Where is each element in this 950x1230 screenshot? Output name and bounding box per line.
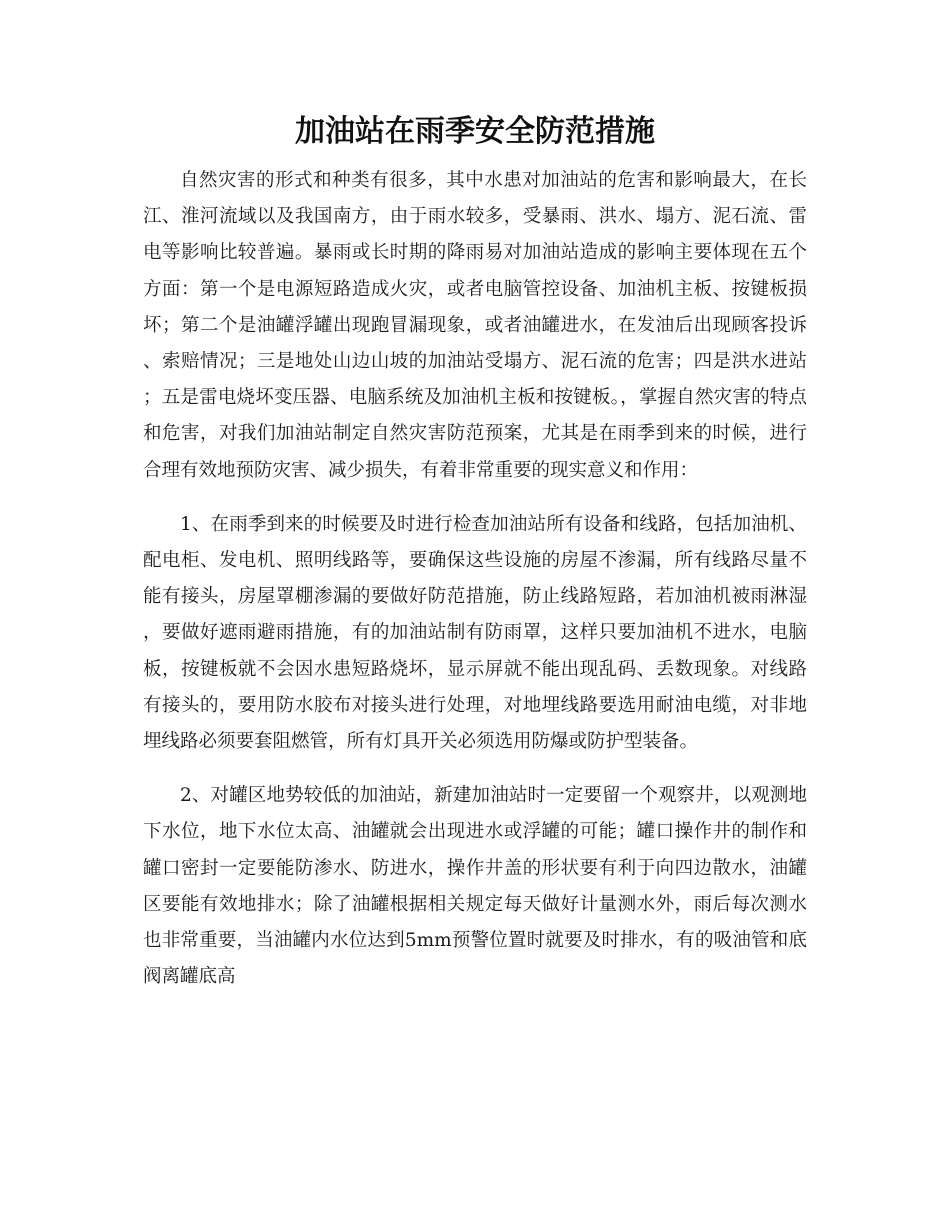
paragraph-item-1: 1、在雨季到来的时候要及时进行检查加油站所有设备和线路，包括加油机、配电柜、发电机、照明线路等，要确保这些设施的房屋不渗漏，所有线路尽量不能有接头，房屋罩棚渗漏的要做好防范措施，防止线路短路，若加油机被雨淋湿，要做好遮雨避雨措施，有的加油站制有防雨罩，这样只要加油机不进水，电脑板，按键板就不会因水患短路烧坏，显示屏就不能出现乱码、丢数现象。对线路有接头的，要用防水胶布对接头进行处理，对地埋线路要选用耐油电缆，对非地埋线路必须要套阻燃管，所有灯具开关必须选用防爆或防护型装备。 [143,513,807,753]
paragraph-intro: 自然灾害的形式和种类有很多，其中水患对加油站的危害和影响最大，在长江、淮河流域以及我国南方，由于雨水较多，受暴雨、洪水、塌方、泥石流、雷电等影响比较普遍。暴雨或长时期的降雨易对加油站造成的影响主要体现在五个方面：第一个是电源短路造成火灾，或者电脑管控设备、加油机主板、按键板损坏；第二个是油罐浮罐出现跑冒漏现象，或者油罐进水，在发油后出现顾客投诉、索赔情况；三是地处山边山坡的加油站受塌方、泥石流的危害；四是洪水进站；五是雷电烧坏变压器、电脑系统及加油机主板和按键板。，掌握自然灾害的特点和危害，对我们加油站制定自然灾害防范预案，尤其是在雨季到来的时候，进行合理有效地预防灾害、减少损失，有着非常重要的现实意义和作用： [143,170,807,481]
paragraph-item-2: 2、对罐区地势较低的加油站，新建加油站时一定要留一个观察井，以观测地下水位，地下水位太高、油罐就会出现进水或浮罐的可能；罐口操作井的制作和罐口密封一定要能防渗水、防进水，操作井盖的形状要有利于向四边散水，油罐区要能有效地排水；除了油罐根据相关规定每天做好计量测水外，雨后每次测水也非常重要，当油罐内水位达到5mm预警位置时就要及时排水，有的吸油管和底阀离罐底高 [143,785,807,988]
document-title: 加油站在雨季安全防范措施 [295,114,655,149]
document-body [143,163,807,995]
